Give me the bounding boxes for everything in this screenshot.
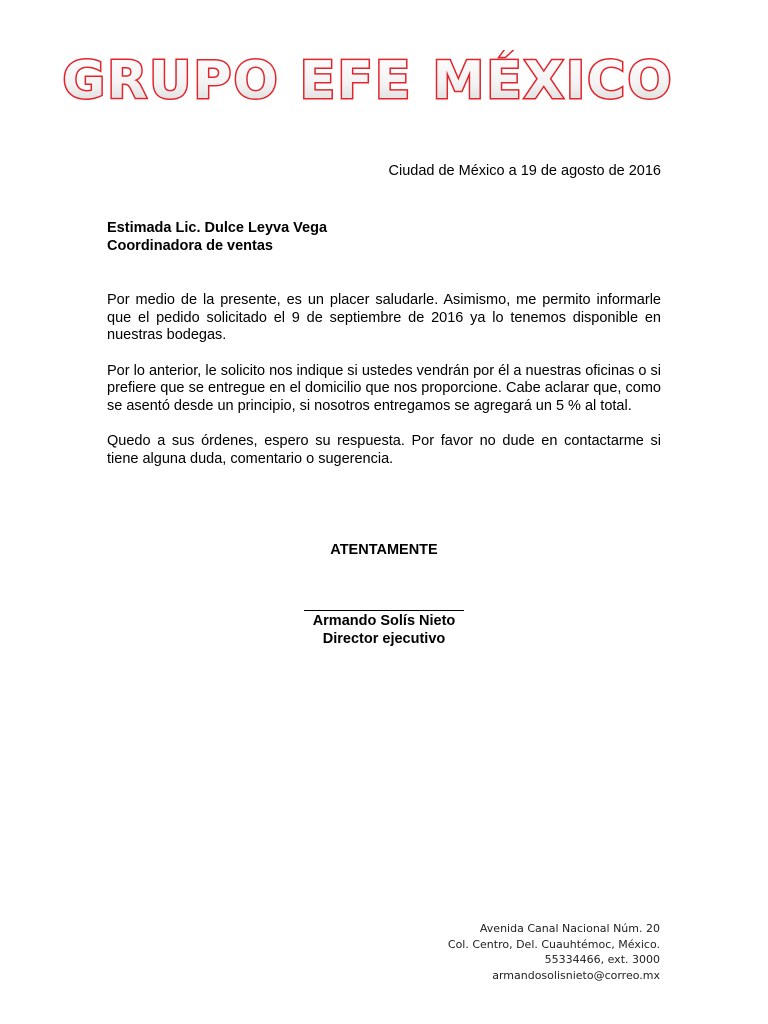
footer-address-line2: Col. Centro, Del. Cuauhtémoc, México. xyxy=(447,937,660,951)
body-paragraph: Por lo anterior, le solicito nos indique si ustedes vendrán por él a nuestras oficinas o si prefiere que se entregue en el domicilio que nos proporcione. Cabe aclarar que, como se asentó desde un principio, si nosotros entregamos se agregará un 5 % al total. xyxy=(107,362,661,414)
letter-date: Ciudad de México a 19 de agosto de 2016 xyxy=(388,163,661,179)
letterhead-logo xyxy=(0,50,768,150)
letter-body xyxy=(107,292,661,486)
signer-name: Armando Solís Nieto xyxy=(312,613,456,629)
recipient-role: Coordinadora de ventas xyxy=(107,237,273,254)
company-name: GRUPO EFE MÉXICO xyxy=(62,51,674,111)
footer-email: armandosolisnieto@correo.mx xyxy=(492,968,660,982)
footer-contact xyxy=(448,921,660,983)
closing-salutation: ATENTAMENTE xyxy=(330,542,438,558)
signer-title: Director ejecutivo xyxy=(322,630,446,647)
footer-address-line1: Avenida Canal Nacional Núm. 20 xyxy=(479,922,660,935)
signature-line xyxy=(304,610,464,611)
footer-phone: 55334466, ext. 3000 xyxy=(544,953,660,966)
body-paragraph: Por medio de la presente, es un placer saludarle. Asimismo, me permito informarle que el pedido solicitado el 9 de septiembre de 2016 ya lo tenemos disponible en nuestras bodegas. xyxy=(107,292,661,343)
letterhead-wordmark xyxy=(0,50,768,150)
recipient-name: Estimada Lic. Dulce Leyva Vega xyxy=(107,220,328,236)
signature-block xyxy=(304,596,464,648)
body-paragraph: Quedo a sus órdenes, espero su respuesta. Por favor no dude en contactarme si tiene alguna duda, comentario o sugerencia. xyxy=(107,433,661,467)
recipient-block xyxy=(107,220,327,255)
